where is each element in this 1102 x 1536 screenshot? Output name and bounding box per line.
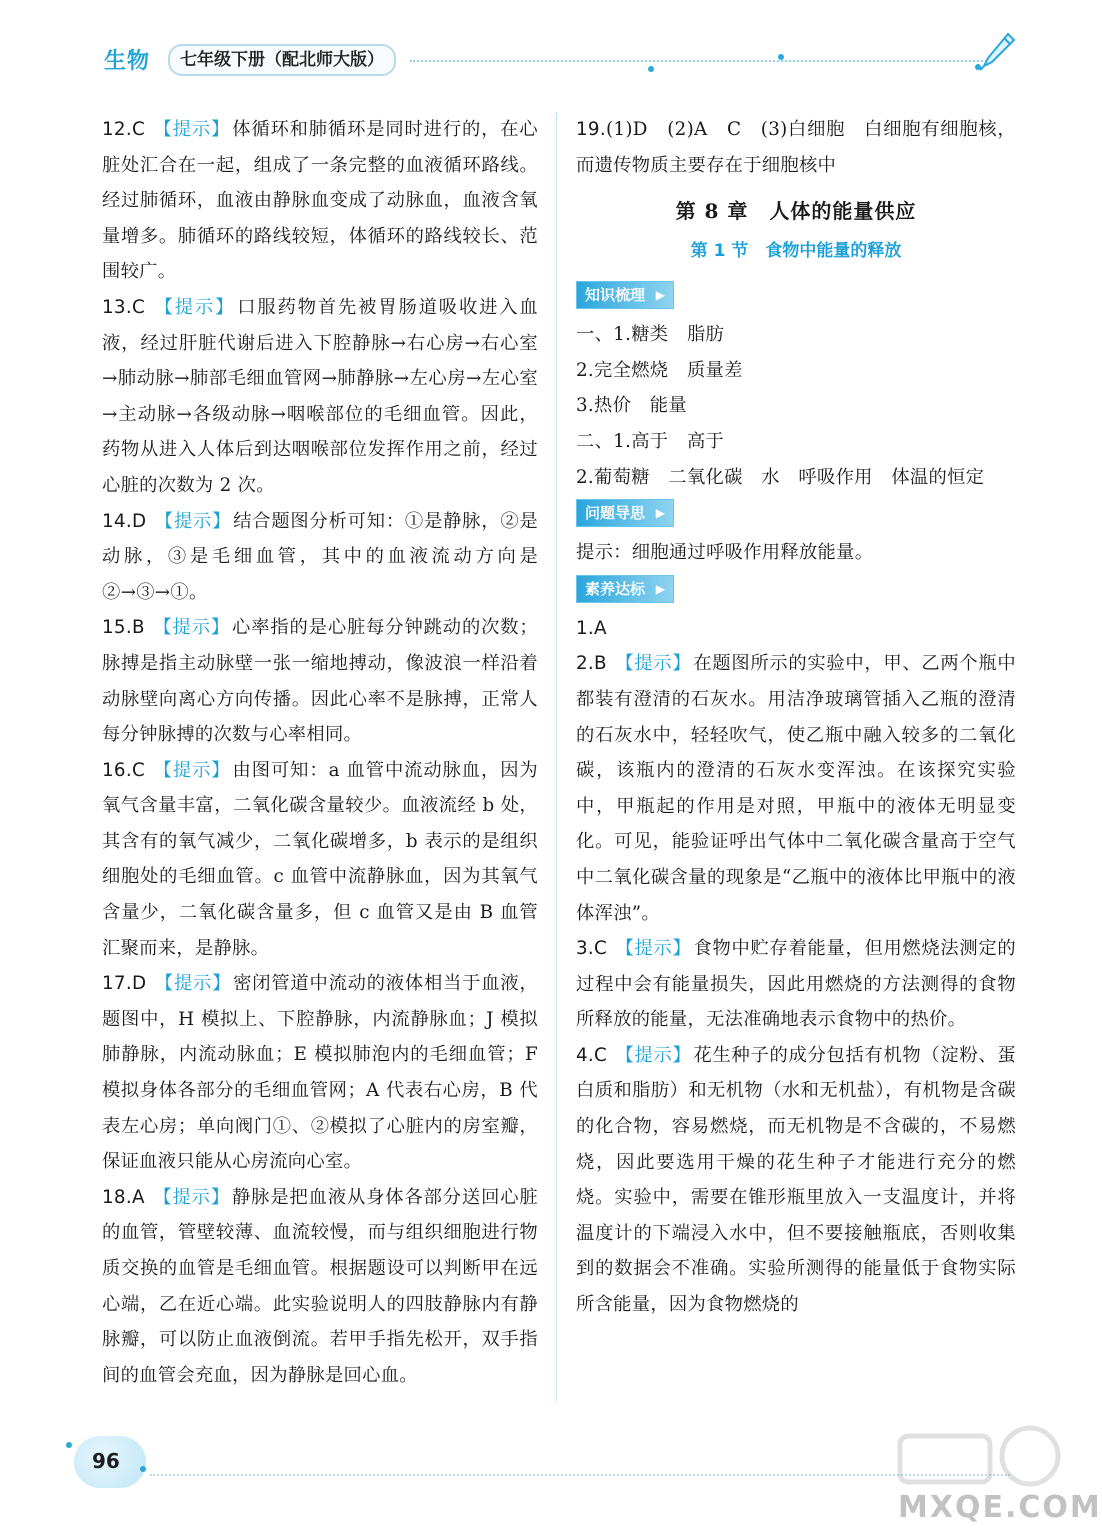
footer-dot (140, 1466, 146, 1472)
answer-item: 17.D 【提示】 密闭管道中流动的液体相当于血液，题图中，H 模拟上、下腔静脉，内流静脉血；J 模拟肺静脉，内流动脉血；E 模拟肺泡内的毛细血管；F 模拟身体各部分的毛细血管网；A 代表右心房，B 代表左心房；单向阀门①、②模拟了心脏内的房室瓣，保证血液只能从心房流向心室。 (102, 973, 538, 1173)
header-dot (648, 66, 654, 72)
answer-item: 3.C 【提示】 食物中贮存着能量，但用燃烧法测定的过程中会有能量损失，因此用燃烧的方法测得的食物所释放的能量，无法准确地表示食物中的热价。 (576, 938, 1016, 1031)
pen-icon (978, 30, 1018, 72)
answer-item: 2.B 【提示】 在题图所示的实验中，甲、乙两个瓶中都装有澄清的石灰水。用洁净玻璃管插入乙瓶的澄清的石灰水中，轻轻吹气，使乙瓶中融入较多的二氧化碳，该瓶内的澄清的石灰水变浑浊。在该探究实验中，甲瓶起的作用是对照，甲瓶中的液体无明显变化。可见，能验证呼出气体中二氧化碳含量高于空气中二氧化碳含量的现象是“乙瓶中的液体比甲瓶中的液体浑浊”。 (576, 653, 1016, 924)
column-divider (556, 112, 557, 1402)
section-tag-knowledge: 知识梳理 ▶ (576, 281, 674, 309)
answer-item: 16.C 【提示】 由图可知：a 血管中流动脉血，因为氧气含量丰富，二氧化碳含量较少。血液流经 b 处，其含有的氧气减少，二氧化碳增多，b 表示的是组织细胞处的毛细血管。c 血管中流静脉血，因为其氧气含量少，二氧化碳含量多，但 c 血管又是由 B 血管汇聚而来，是静脉。 (102, 759, 539, 959)
guide-text: 提示：细胞通过呼吸作用释放能量。 (576, 542, 874, 564)
answer-item: 12.C 【提示】 体循环和肺循环是同时进行的，在心脏处汇合在一起，组成了一条完整的血液循环路线。经过肺循环，血液由静脉血变成了动脉血，血液含氧量增多。肺循环的路线较短，体循环的路线较长、范围较广。 (102, 119, 538, 283)
page-header (0, 0, 1070, 90)
knowledge-item: 2.葡萄糖 二氧化碳 水 呼吸作用 体温的恒定 (576, 466, 985, 488)
play-arrow-icon: ▶ (655, 581, 666, 596)
footer-dot (66, 1442, 72, 1448)
header-dotted-line (410, 60, 990, 62)
right-column (576, 112, 1016, 1323)
play-arrow-icon: ▶ (655, 288, 666, 303)
answer-item: 18.A 【提示】 静脉是把血液从身体各部分送回心脏的血管，管壁较薄、血流较慢，而与组织细胞进行物质交换的血管是毛细血管。根据题设可以判断甲在远心端，乙在近心端。此实验说明人的四肢静脉内有静脉瓣，可以防止血液倒流。若甲手指先松开，双手指间的血管会充血，因为静脉是回心血。 (102, 1186, 538, 1386)
section-tag-guide: 问题导思 ▶ (576, 499, 674, 527)
answer-item: 19.(1)D (2)A C (3)白细胞 白细胞有细胞核，而遗传物质主要存在于细胞核中 (576, 119, 1016, 176)
subject-title: 生物 (104, 49, 151, 74)
answer-item: 14.D 【提示】 结合题图分析可知：①是静脉，②是动脉，③是毛细血管，其中的血液流动方向是②→③→①。 (102, 510, 538, 603)
left-column (102, 112, 538, 1393)
header-dot (778, 54, 784, 60)
section-title: 第 1 节 食物中能量的释放 (690, 241, 902, 262)
play-arrow-icon: ▶ (655, 506, 666, 521)
page-number: 96 (92, 1449, 120, 1473)
knowledge-item: 2.完全燃烧 质量差 (576, 359, 743, 381)
watermark-text: MXQE.COM (898, 1490, 1102, 1525)
answer-item: 15.B 【提示】 心率指的是心脏每分钟跳动的次数；脉搏是指主动脉壁一张一缩地搏动，像波浪一样沿着动脉壁向离心方向传播。因此心率不是脉搏，正常人每分钟脉搏的次数与心率相同。 (102, 617, 538, 746)
answer-item: 13.C 【提示】 口服药物首先被胃肠道吸收进入血液，经过肝脏代谢后进入下腔静脉→右心房→右心室→肺动脉→肺部毛细血管网→肺静脉→左心房→左心室→主动脉→各级动脉→咽喉部位的毛细血管。因此，药物从进入人体后到达咽喉部位发挥作用之前，经过心脏的次数为 2 次。 (102, 296, 539, 496)
knowledge-item: 二、1.高于 高于 (576, 430, 725, 452)
knowledge-item: 3.热价 能量 (576, 395, 687, 417)
answer-item: 4.C 【提示】 花生种子的成分包括有机物（淀粉、蛋白质和脂肪）和无机物（水和无机盐），有机物是含碳的化合物，容易燃烧，而无机物是不含碳的，不易燃烧，因此要选用干燥的花生种子才能进行充分的燃烧。实验中，需要在锥形瓶里放入一支温度计，并将温度计的下端浸入水中，但不要接触瓶底，否则收集到的数据会不准确。实验所测得的能量低于食物实际所含能量，因为食物燃烧的 (576, 1044, 1016, 1316)
knowledge-item: 一、1.糖类 脂肪 (576, 324, 725, 346)
answer-item: 1.A (576, 617, 607, 639)
chapter-title: 第 8 章 人体的能量供应 (675, 199, 917, 224)
grade-badge: 七年级下册（配北师大版） (168, 44, 396, 76)
section-tag-practice: 素养达标 ▶ (576, 575, 674, 603)
